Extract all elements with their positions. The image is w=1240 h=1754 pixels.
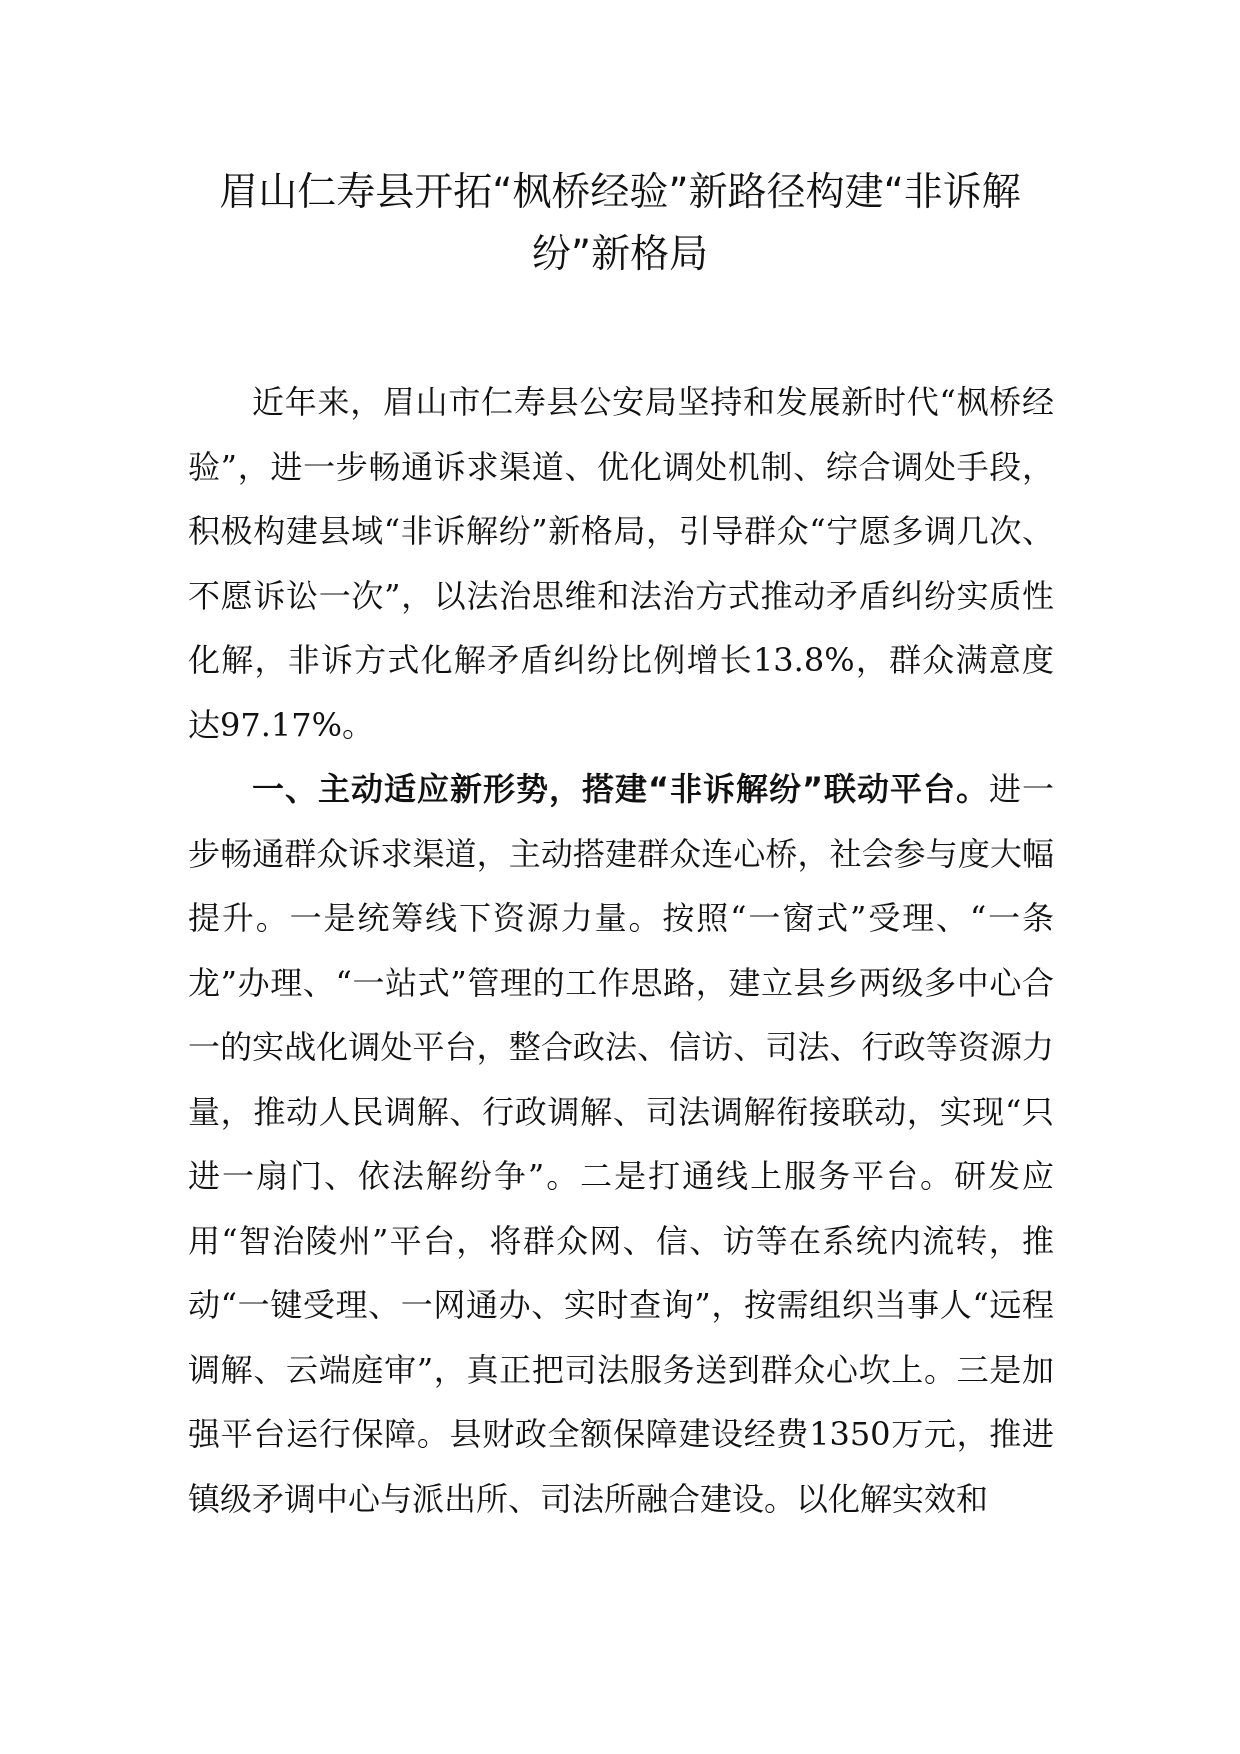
document-title: 眉山仁寿县开拓“枫桥经验”新路径构建“非诉解纷”新格局 [219, 170, 1021, 277]
paragraph-intro-text: 近年来，眉山市仁寿县公安局坚持和发展新时代“枫桥经验”，进一步畅通诉求渠道、优化调处机制、综合调处手段，积极构建县域“非诉解纷”新格局，引导群众“宁愿多调几次、不愿诉讼一次”，以法治思维和法治方式推动矛盾纠纷实质性化解，非诉方式化解矛盾纠纷比例增长13.8%，群众满意度达97.17%。 [188, 383, 1054, 744]
paragraph-section-one [188, 757, 1054, 1531]
section-one-text: 进一步畅通群众诉求渠道，主动搭建群众连心桥，社会参与度大幅提升。一是统筹线下资源力量。按照“一窗式”受理、“一条龙”办理、“一站式”管理的工作思路，建立县乡两级多中心合一的实战化调处平台，整合政法、信访、司法、行政等资源力量，推动人民调解、行政调解、司法调解衔接联动，实现“只进一扇门、依法解纷争”。二是打通线上服务平台。研发应用“智治陵州”平台，将群众网、信、访等在系统内流转，推动“一键受理、一网通办、实时查询”，按需组织当事人“远程调解、云端庭审”，真正把司法服务送到群众心坎上。三是加强平台运行保障。县财政全额保障建设经费1350万元，推进镇级矛调中心与派出所、司法所融合建设。以化解实效和 [188, 770, 1054, 1518]
document-body [188, 370, 1054, 1531]
paragraph-intro [188, 370, 1054, 757]
section-one-heading: 一、主动适应新形势，搭建“非诉解纷”联动平台。 [252, 770, 989, 808]
